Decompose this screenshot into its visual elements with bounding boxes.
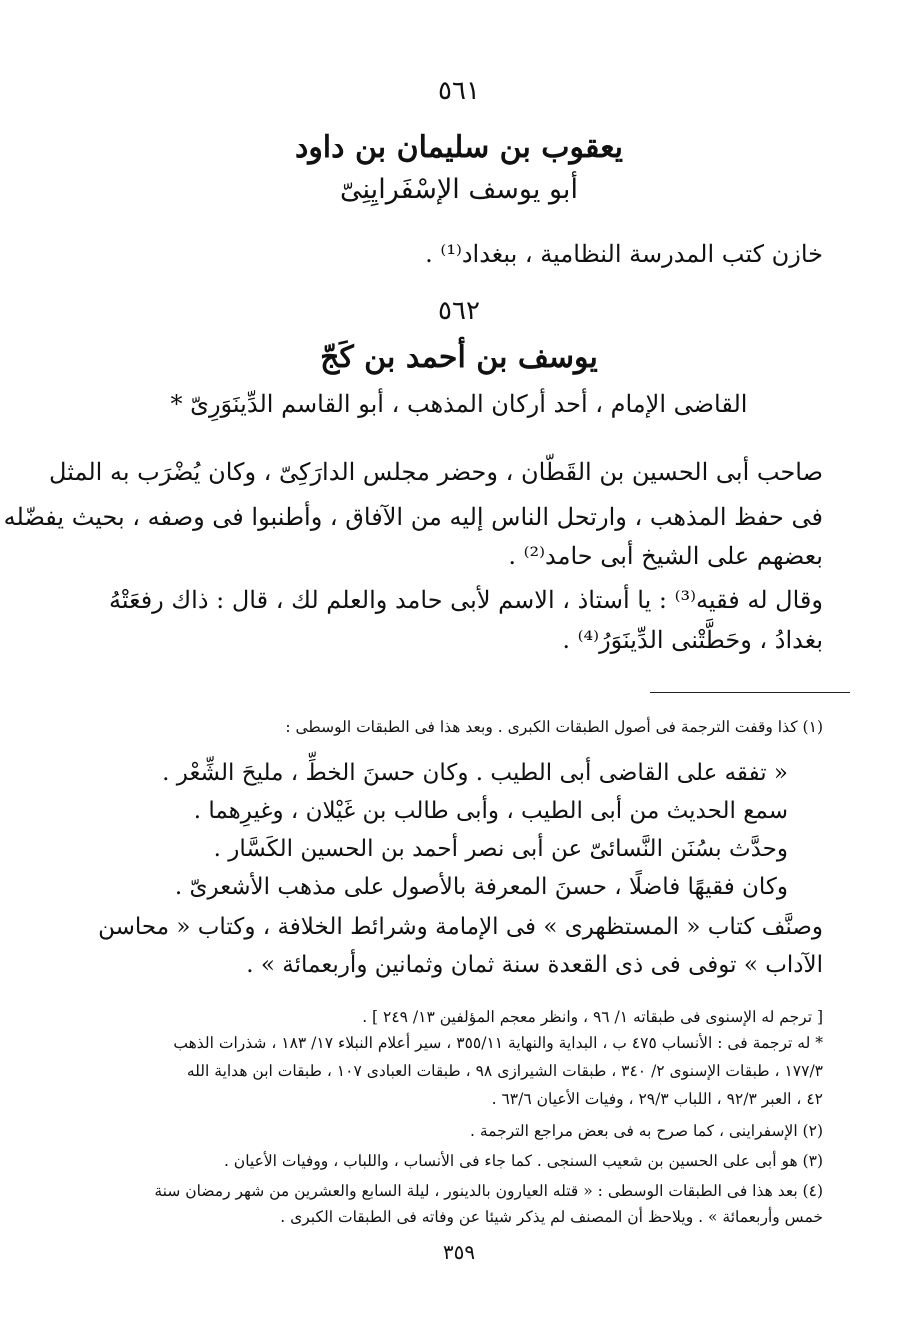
footnote-star-line: * له ترجمة فى : الأنساب ٤٧٥ ب ، البداية والنهاية ٣٥٥/١١ ، سير أعلام النبلاء ١٧/ ١٨٣ ، شذرات الذهب xyxy=(173,1034,823,1052)
entry-kunya: القاضى الإمام ، أحد أركان المذهب ، أبو القاسم الدِّينَوَرِىّ * xyxy=(170,390,748,418)
footnote-quote-line: وحدَّث بسُنَن النَّسائىّ عن أبى نصر أحمد بن الحسين الكَسَّار . xyxy=(213,836,788,862)
footnote-1: (١) كذا وقفت الترجمة فى أصول الطبقات الكبرى . وبعد هذا فى الطبقات الوسطى : xyxy=(285,718,823,736)
body-line: صاحب أبى الحسين بن القَطّان ، وحضر مجلس الدارَكِىّ ، وكان يُضْرَب به المثل xyxy=(49,458,823,486)
entry-number: ٥٦١ xyxy=(438,76,480,106)
entry-number: ٥٦٢ xyxy=(438,296,480,326)
entry-kunya: أبو يوسف الإسْفَرايِنِىّ xyxy=(340,174,578,205)
body-line: وقال له فقيه⁽³⁾ : يا أستاذ ، الاسم لأبى حامد والعلم لك ، قال : ذاك رفعَتْهُ xyxy=(109,586,823,614)
footnote-star-line: ٤٢ ، العبر ٩٢/٣ ، اللباب ٢٩/٣ ، وفيات الأعيان ٦٣/٦ . xyxy=(491,1090,823,1108)
footnote-4: (٤) بعد هذا فى الطبقات الوسطى : « قتله العيارون بالدينور ، ليلة السابع والعشرين من شهر رمضان سنة xyxy=(154,1182,823,1200)
entry-title: يعقوب بن سليمان بن داود xyxy=(294,130,624,165)
footnote-quote-line: الآداب » توفى فى ذى القعدة سنة ثمان وثمانين وأربعمائة » . xyxy=(246,952,823,978)
footnote-star-line: ١٧٧/٣ ، طبقات الإسنوى ٢/ ٣٤٠ ، طبقات الشيرازى ٩٨ ، طبقات العبادى ١٠٧ ، طبقات ابن هداية الله xyxy=(186,1062,823,1080)
footnote-quote-line: وكان فقيهًا فاضلًا ، حسنَ المعرفة بالأصول على مذهب الأشعرىّ . xyxy=(174,874,788,900)
page-number: ٣٥٩ xyxy=(442,1240,476,1264)
footnote-quote-line: سمع الحديث من أبى الطيب ، وأبى طالب بن غَيْلان ، وغيرِهما . xyxy=(193,798,788,824)
entry-text: خازن كتب المدرسة النظامية ، ببغداد⁽¹⁾ . xyxy=(425,240,823,268)
footnote-separator xyxy=(650,692,850,693)
footnote-quote-line: « تفقه على القاضى أبى الطيب . وكان حسنَ الخطِّ ، مليحَ الشِّعْر . xyxy=(162,760,788,786)
footnote-4-cont: خمس وأربعمائة » . ويلاحظ أن المصنف لم يذكر شيئا عن وفاته فى الطبقات الكبرى . xyxy=(280,1208,823,1226)
body-line: بغدادُ ، وحَطَّتْنى الدِّينَوَرُ⁽⁴⁾ . xyxy=(562,626,823,654)
footnote-quote-line: وصنَّف كتاب « المستظهرى » فى الإمامة وشرائط الخلافة ، وكتاب « محاسن xyxy=(98,914,823,940)
footnote-reference: [ ترجم له الإسنوى فى طبقاته ١/ ٩٦ ، وانظر معجم المؤلفين ١٣/ ٢٤٩ ] . xyxy=(362,1008,823,1026)
footnote-3: (٣) هو أبى على الحسين بن شعيب السنجى . كما جاء فى الأنساب ، واللباب ، ووفيات الأعيان . xyxy=(223,1152,823,1170)
entry-title: يوسف بن أحمد بن كَجّ xyxy=(320,340,598,375)
body-line: فى حفظ المذهب ، وارتحل الناس إليه من الآفاق ، وأطنبوا فى وصفه ، بحيث يفضّله xyxy=(3,503,823,531)
body-line: بعضهم على الشيخ أبى حامد⁽²⁾ . xyxy=(508,542,823,570)
footnote-2: (٢) الإسفراينى ، كما صرح به فى بعض مراجع الترجمة . xyxy=(470,1122,823,1140)
